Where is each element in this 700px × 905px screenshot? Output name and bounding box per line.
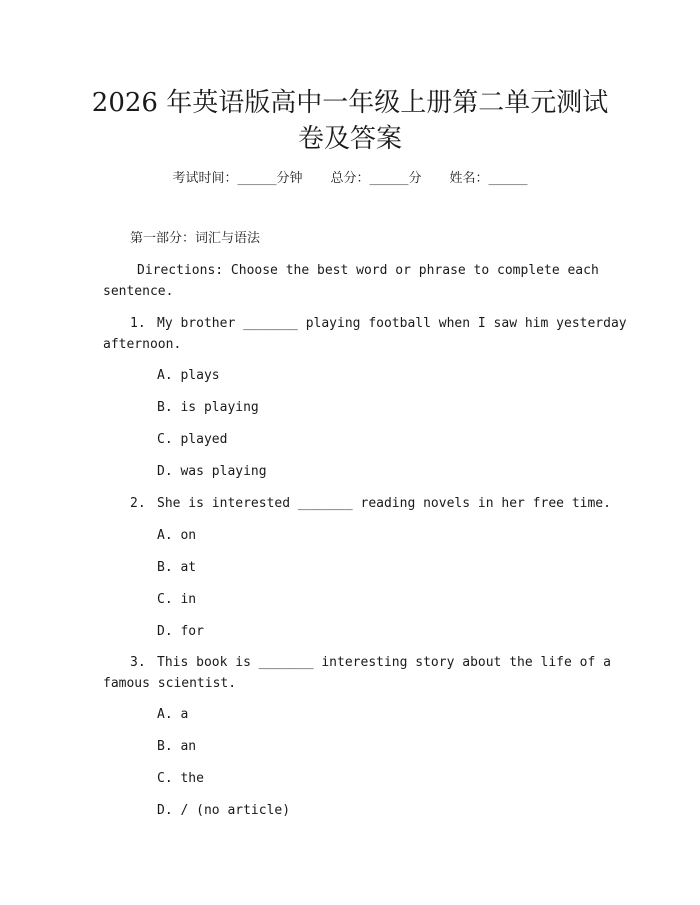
question-text-continued: famous scientist.	[103, 676, 237, 691]
total-score-field: 总分：______分	[330, 171, 422, 186]
option-d: D. / (no article)	[157, 803, 291, 818]
option-a: A. plays	[157, 368, 220, 383]
question-text: My brother _______ playing football when I saw him yesterday	[157, 316, 627, 331]
option-b: B. an	[157, 739, 197, 754]
option-d: D. was playing	[157, 464, 267, 479]
exam-title-line2: 卷及答案	[297, 124, 402, 154]
student-name-field: 姓名：______	[449, 171, 528, 186]
option-c: C. in	[157, 592, 197, 607]
question-number: 2.	[130, 496, 146, 511]
question-number: 3.	[130, 655, 146, 670]
option-c: C. the	[157, 771, 204, 786]
question-text-continued: afternoon.	[103, 337, 182, 352]
option-d: D. for	[157, 624, 204, 639]
exam-time-field: 考试时间：______分钟	[172, 171, 303, 186]
option-a: A. a	[157, 707, 189, 722]
option-b: B. at	[157, 560, 197, 575]
question-text: This book is _______ interesting story about the life of a	[157, 655, 611, 670]
question-text: She is interested _______ reading novels in her free time.	[157, 496, 611, 511]
option-c: C. played	[157, 432, 228, 447]
directions-line1: Directions: Choose the best word or phrase to complete each	[137, 263, 599, 278]
exam-meta-row	[0, 170, 700, 188]
exam-title-line1: 2026 年英语版高中一年级上册第二单元测试	[91, 88, 609, 118]
directions-line2: sentence.	[103, 284, 174, 299]
option-b: B. is playing	[157, 400, 259, 415]
question-number: 1.	[130, 316, 146, 331]
option-a: A. on	[157, 528, 197, 543]
section-heading: 第一部分：词汇与语法	[130, 231, 261, 246]
